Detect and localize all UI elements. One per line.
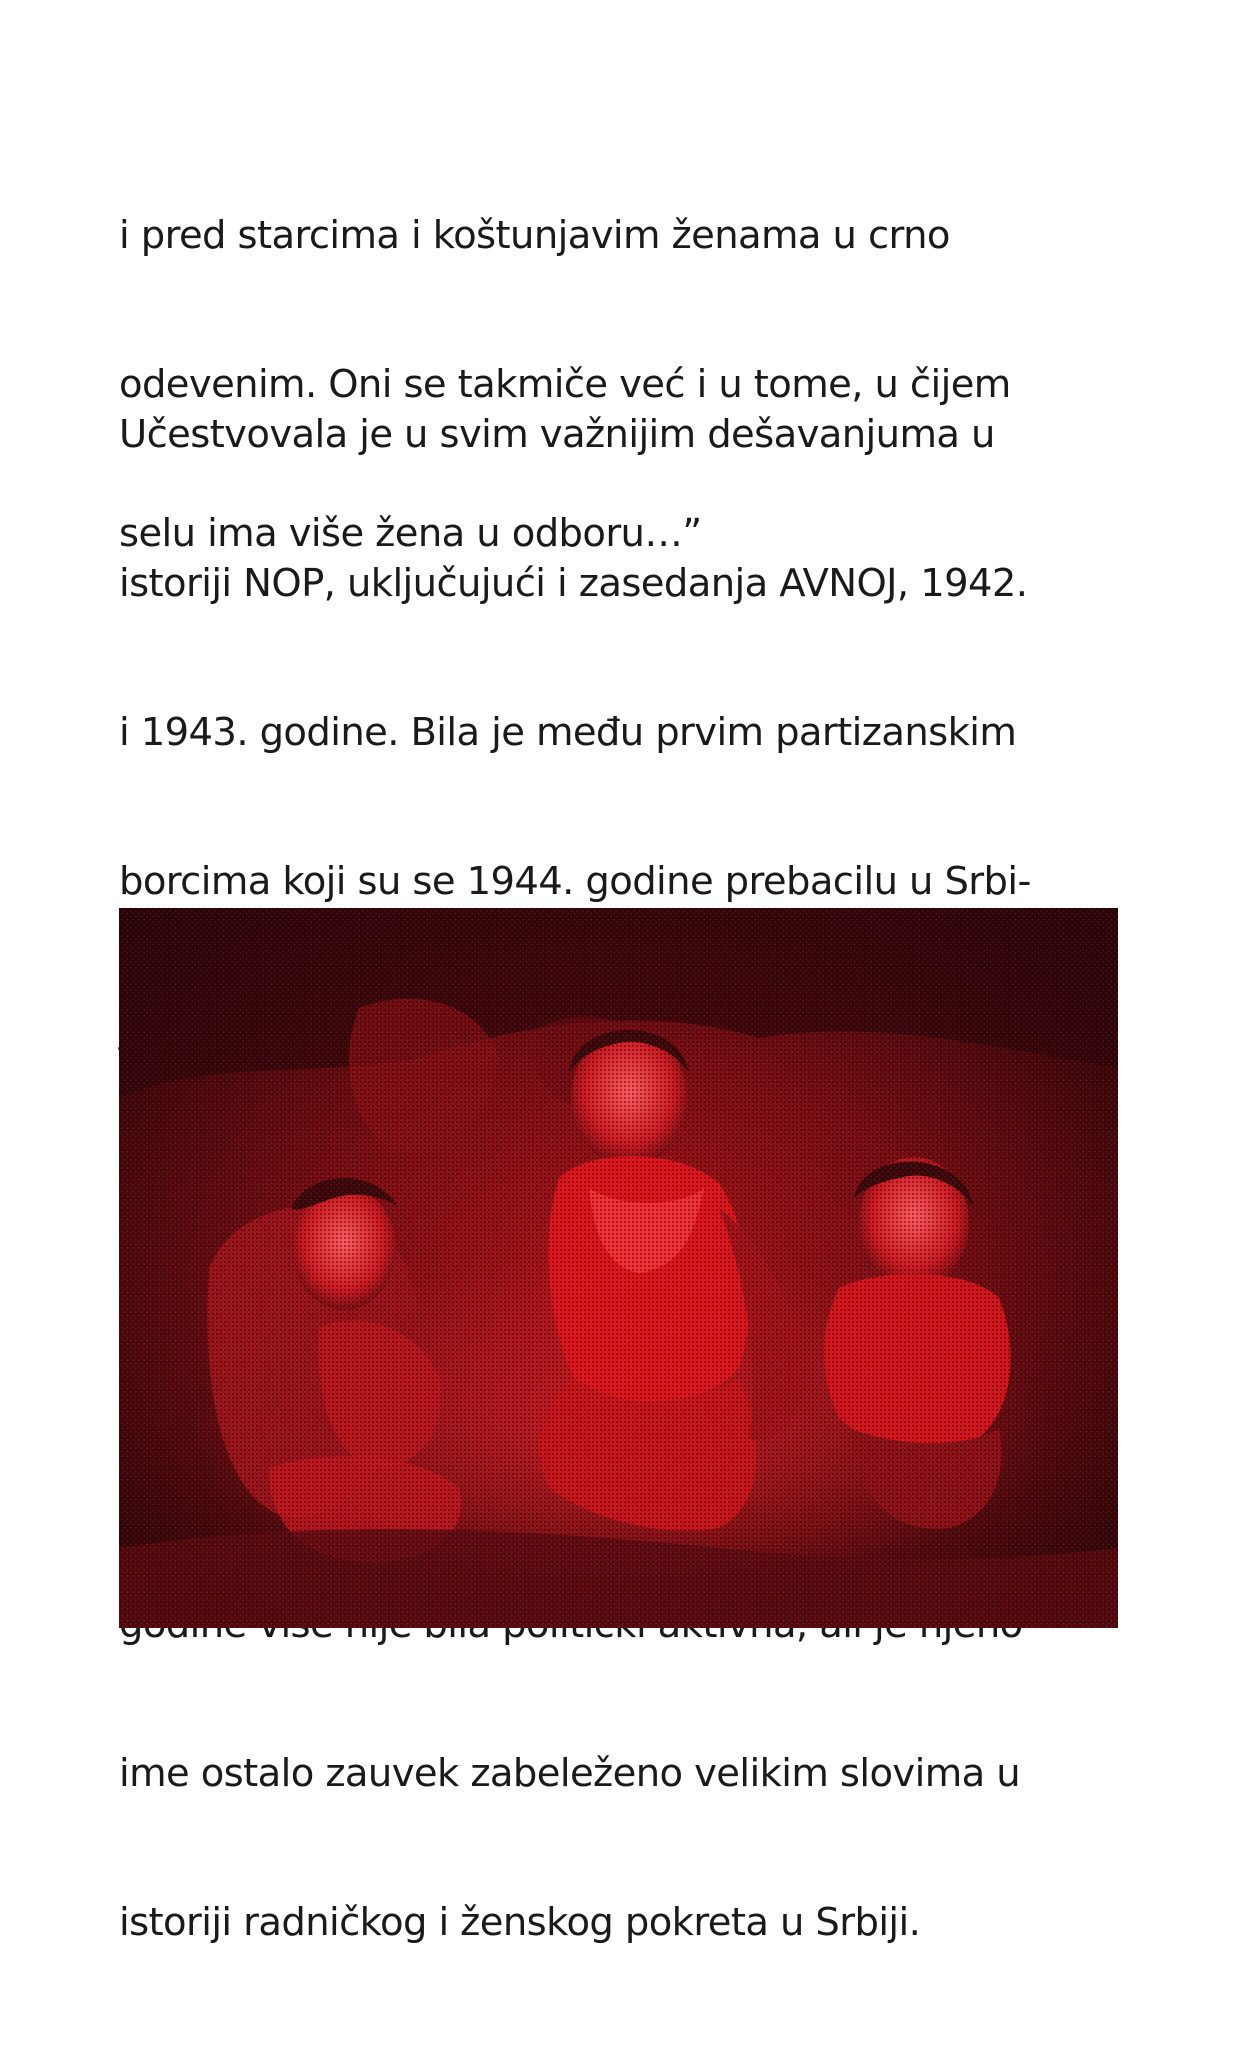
photo-illustration [119,908,1118,1628]
text-line: borcima koji su se 1944. godine prebacilu u Srbi- [119,858,1031,904]
text-line: ime ostalo zauvek zabeleženo velikim slovima u [119,1751,1021,1797]
text-line: i 1943. godine. Bila je među prvim partizanskim [119,709,1017,755]
text-line: Učestvovala je u svim važnijim dešavanjuma u [119,412,995,458]
text-line: istoriji NOP, uključujući i zasedanja AVNOJ, 1942. [119,560,1028,606]
text-line: odevenim. Oni se takmiče već i u tome, u čijem [119,361,1011,407]
text-line: selu ima više žena u odboru…” [119,510,702,556]
text-line: i pred starcima i koštunjavim ženama u crno [119,213,950,259]
halftone-photo-three-women [119,908,1118,1628]
text-line: istoriji radničkog i ženskog pokreta u Srbiji. [119,1900,921,1945]
